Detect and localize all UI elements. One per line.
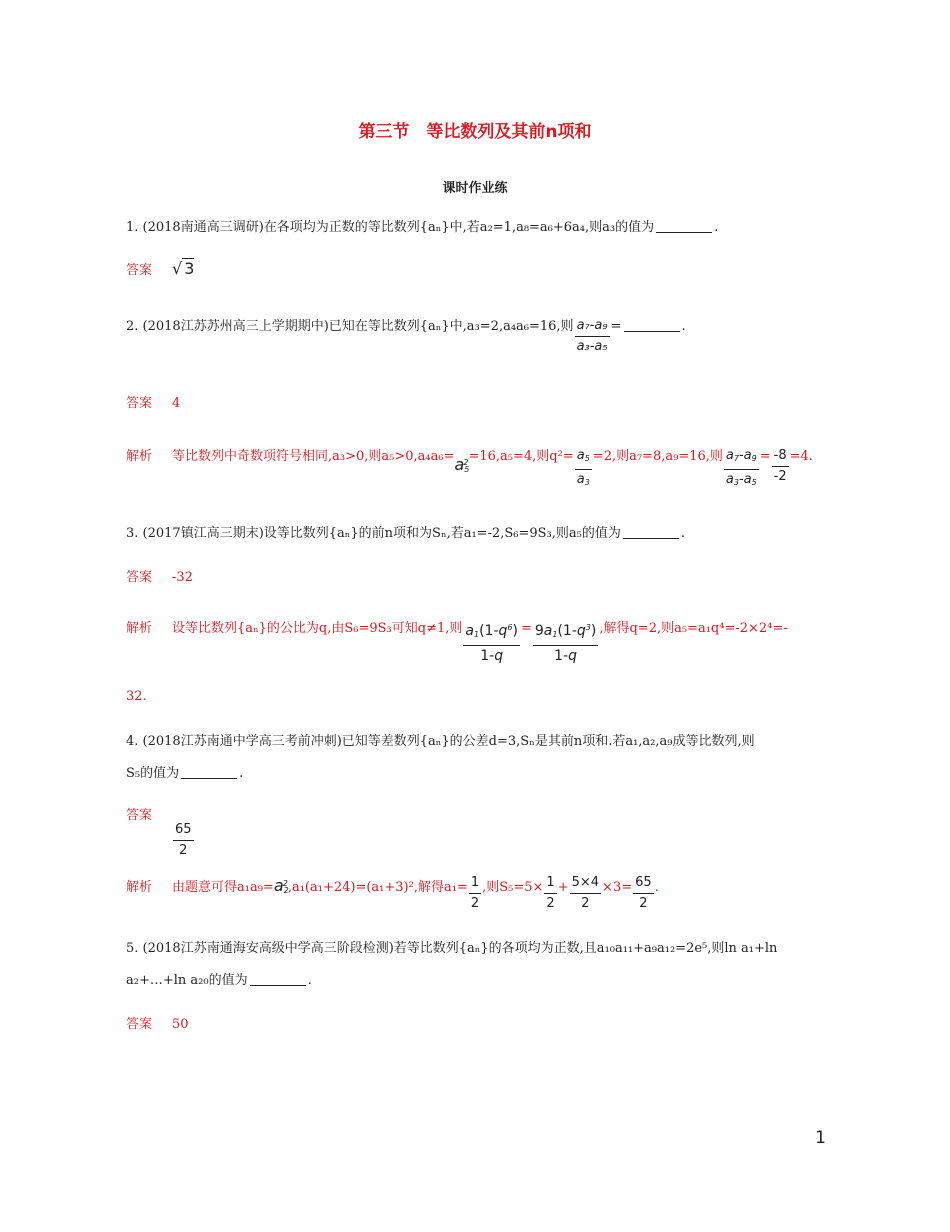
analysis-2-end: =4. xyxy=(789,449,813,464)
analysis-4-text: 由题意可得a₁a₉= xyxy=(172,880,274,895)
fraction-numerator: a₇-a₉ xyxy=(575,318,610,337)
analysis-label: 解析 xyxy=(126,621,153,636)
question-2-text: 2. (2018江苏苏州高三上学期期中)已知在等比数列{aₙ}中,a₃=2,a₄a₆=16,则 xyxy=(126,319,574,334)
sqrt-symbol: √ 3 xyxy=(172,259,195,278)
answer-3-value: -32 xyxy=(172,570,193,585)
question-4-line2: S₅的值为 . xyxy=(126,766,244,781)
half-fraction: $\frac{1}{2}$ xyxy=(470,875,480,911)
analysis-3-cont: 32. xyxy=(126,689,147,704)
answer-blank xyxy=(181,778,237,779)
answer-3 xyxy=(126,569,193,587)
answer-2-value: 4 xyxy=(172,396,181,411)
question-5 xyxy=(126,940,777,958)
question-2: 2. (2018江苏苏州高三上学期期中)已知在等比数列{aₙ}中,a₃=2,a₄a₆=16,则 $\frac{\text{a₇-a₉}}{\text{a₃-a₅}}$ = . xyxy=(126,318,686,354)
sum-fraction-right: $\frac{9a_1(1-q^3)}{1-q}$ xyxy=(533,620,598,664)
sum-fraction-left: $\frac{a_1(1-q^6)}{1-q}$ xyxy=(463,620,520,664)
analysis-4-mid2: ,则S₅=5× xyxy=(482,880,544,895)
analysis-3-text: 设等比数列{aₙ}的公比为q,由S₆=9S₃可知q≠1,则 xyxy=(172,621,463,636)
question-2-fraction xyxy=(575,318,610,355)
analysis-3-end: ,解得q=2,则a₅=a₁q⁴=-2×2⁴=- xyxy=(599,621,788,636)
answer-4 xyxy=(126,807,195,859)
analysis-2: 解析 等比数列中奇数项符号相同,a₃>0,则$a_5>0,a_4a_6=a_5^2=16,a_5=4$,则q²= $\frac{a_5}{a_3}$ =2,则a₇=8,a₉=16,则 $\frac{a_7-a_9}{a_3-a_5}$ = $\frac{-8}{-2}$ =4. xyxy=(126,448,813,491)
analysis-3-continued xyxy=(126,688,147,706)
answer-label: 答案 xyxy=(126,396,153,411)
section-title: 课时作业练 xyxy=(442,181,508,196)
analysis-4: 解析 由题意可得$a_1a_9=a_2^2,a_1(a_1+24)=(a_1+3)^2$,解得a₁= $\frac{1}{2}$ ,则S₅=5× $\frac{1}{2}$ + $\frac{5\times 4}{2}$ ×3= $\frac{65}{2}$ . xyxy=(126,875,659,911)
answer-1-value: 3 xyxy=(184,259,195,278)
result-fraction: $\frac{65}{2}$ xyxy=(635,875,652,911)
analysis-3: 解析 设等比数列{aₙ}的公比为q,由S₆=9S₃可知q≠1,则 $\frac{a_1(1-q^6)}{1-q}$ = $\frac{9a_1(1-q^3)}{1-q}$ ,解得q=2,则a₅=a₁q⁴=-2×2⁴=- xyxy=(126,621,788,664)
question-3-text: 3. (2017镇江高三期末)设等比数列{aₙ}的前n项和为Sₙ,若a₁=-2,S₆=9S₃,则a₅的值为 xyxy=(126,526,621,541)
half-fraction-2: $\frac{1}{2}$ xyxy=(546,875,555,911)
question-5-text2: a₂+…+ln a₂₀的值为 xyxy=(126,973,248,988)
page-number: 1 xyxy=(815,1128,826,1148)
question-1: 1. (2018南通高三调研)在各项均为正数的等比数列{aₙ}中,若a₂=1,a₈=a₆+6a₄,则a₃的值为 . xyxy=(126,220,719,235)
answer-blank xyxy=(624,331,680,332)
analysis-label: 解析 xyxy=(126,880,153,895)
answer-5 xyxy=(126,1016,189,1034)
fraction-denominator: a₃-a₅ xyxy=(576,339,608,354)
product-fraction: $\frac{5\times 4}{2}$ xyxy=(571,875,600,911)
answer-label: 答案 xyxy=(126,808,153,823)
a2-squared: $a_2^2$ xyxy=(273,876,289,895)
analysis-2-mid2: =2,则a₇=8,a₉=16,则 xyxy=(592,449,723,464)
analysis-2-mid: =16,a₅=4,则q²= xyxy=(468,449,574,464)
page-title: 第三节 等比数列及其前n项和 xyxy=(358,122,592,142)
question-4-text2: S₅的值为 xyxy=(126,766,180,781)
question-5-line2: a₂+…+ln a₂₀的值为 . xyxy=(126,973,312,988)
a5-squared: $a_5^2$ xyxy=(454,455,470,474)
answer-label: 答案 xyxy=(126,1017,153,1032)
answer-5-value: 50 xyxy=(172,1017,189,1032)
answer-blank xyxy=(656,232,712,233)
equals-sign: = xyxy=(610,319,622,334)
answer-4-fraction xyxy=(173,822,194,859)
answer-1 xyxy=(126,260,194,280)
answer-label: 答案 xyxy=(126,570,153,585)
answer-blank xyxy=(250,985,306,986)
answer-label: 答案 xyxy=(126,263,153,278)
analysis-4-mid: ,a₁(a₁+24)=(a₁+3)²,解得a₁= xyxy=(287,880,468,895)
answer-blank xyxy=(623,538,679,539)
ratio-fraction: $\frac{a_5}{a_3}$ xyxy=(576,448,590,487)
question-3: 3. (2017镇江高三期末)设等比数列{aₙ}的前n项和为Sₙ,若a₁=-2,S₆=9S₃,则a₅的值为 . xyxy=(126,526,685,541)
analysis-label: 解析 xyxy=(126,449,153,464)
question-1-text: 1. (2018南通高三调研)在各项均为正数的等比数列{aₙ}中,若a₂=1,a₈=a₆+6a₄,则a₃的值为 xyxy=(126,220,655,235)
answer-4-numerator: 65 xyxy=(173,822,194,841)
answer-2 xyxy=(126,395,180,413)
expression-fraction: $\frac{a_7-a_9}{a_3-a_5}$ xyxy=(725,448,757,487)
question-4 xyxy=(126,733,755,751)
answer-4-denominator: 2 xyxy=(179,843,188,858)
value-fraction: $\frac{-8}{-2}$ xyxy=(773,448,787,484)
question-4-text: 4. (2018江苏南通中学高三考前冲刺)已知等差数列{aₙ}的公差d=3,Sₙ是其前n项和.若a₁,a₂,a₉成等比数列,则 xyxy=(126,734,755,749)
analysis-2-text: 等比数列中奇数项符号相同,a₃>0,则a₅>0,a₄a₆= xyxy=(172,449,455,464)
question-5-text: 5. (2018江苏南通海安高级中学高三阶段检测)若等比数列{aₙ}的各项均为正数,且a₁₀a₁₁+a₉a₁₂=2e⁵,则ln a₁+ln xyxy=(126,941,778,956)
